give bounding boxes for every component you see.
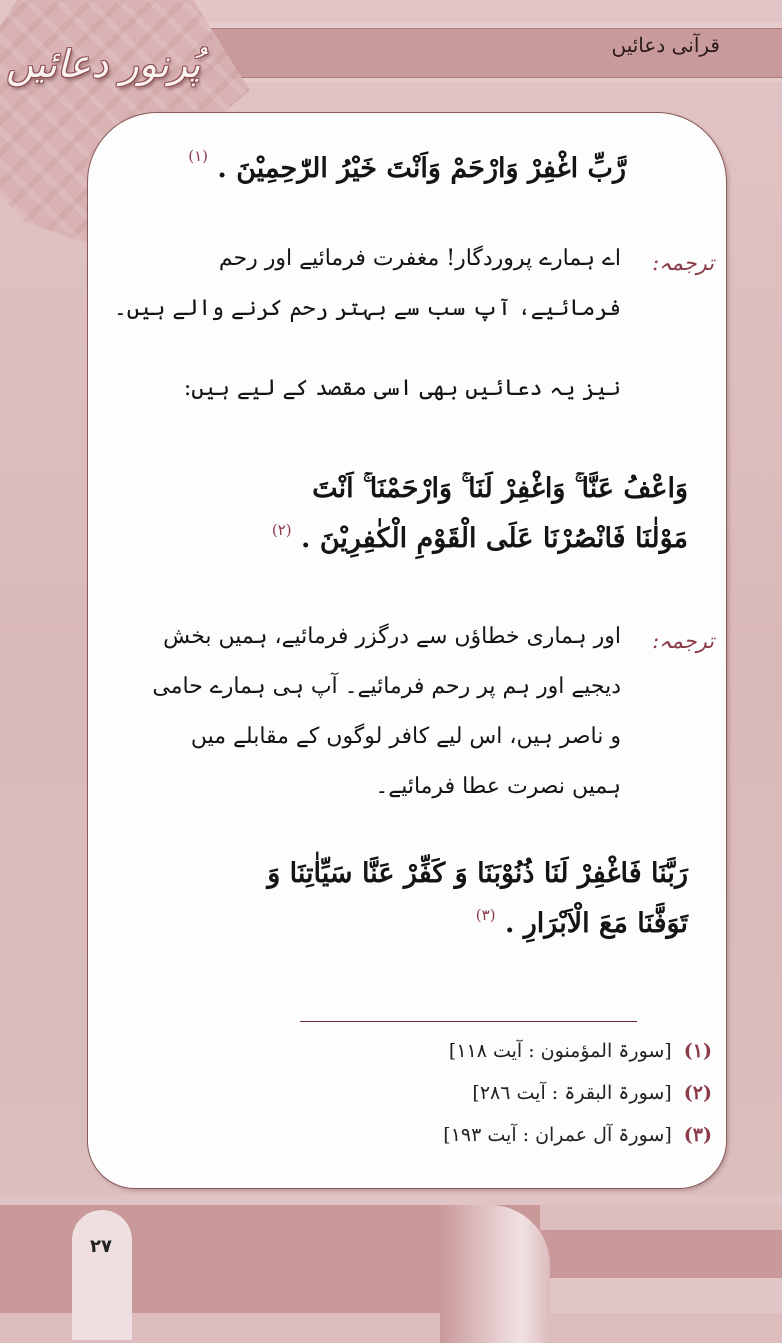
footnote-2 xyxy=(472,1082,712,1104)
section-title: قرآنی دعائیں xyxy=(611,33,720,57)
dua-1-text: رَّبِّ اغْفِرْ وَارْحَمْ وَاَنْتَ خَيْرُ الرّٰحِمِيْنَ . xyxy=(217,153,626,184)
dua-1-ref: (١) xyxy=(188,147,208,165)
dua-2-ref: (٢) xyxy=(271,521,292,539)
footnote-2-text: [سورۃ البقرۃ : آیت ٢٨٦] xyxy=(472,1082,672,1104)
page-number-tab xyxy=(72,1210,132,1340)
translation-1-line-1: اے ہمارے پروردگار! مغفرت فرمائیے اور رحم xyxy=(218,246,621,271)
footnote-1 xyxy=(449,1040,712,1062)
bottom-stripe-top xyxy=(540,1205,782,1230)
book-title: پُرنور دعائیں xyxy=(6,42,201,86)
intro-text: نیز یہ دعائیں بھی اسی مقصد کے لیے ہیں: xyxy=(183,376,621,401)
footnote-2-number: (٢) xyxy=(683,1082,712,1104)
bottom-stripe-bottom xyxy=(540,1278,782,1313)
dua-1-arabic xyxy=(188,147,626,184)
dua-3-text: تَوَفَّنَا مَعَ الْاَبْرَارِ . xyxy=(504,908,688,939)
page-number: ٢٧ xyxy=(90,1236,112,1257)
translation-2-label: ترجمہ: xyxy=(652,629,714,653)
bottom-tab-panel xyxy=(440,1205,550,1343)
translation-2-line-2: دیجیے اور ہم پر رحم فرمائیے۔ آپ ہی ہمارے حامی xyxy=(152,674,621,699)
dua-2-line-2 xyxy=(272,523,688,554)
footnote-divider xyxy=(300,1021,637,1022)
footnote-3-number: (٣) xyxy=(683,1124,712,1146)
content-card xyxy=(87,112,727,1189)
dua-3-line-2 xyxy=(476,908,688,939)
translation-1-label: ترجمہ: xyxy=(652,251,714,275)
translation-2-line-3: و ناصر ہیں، اس لیے کافر لوگوں کے مقابلے میں xyxy=(190,724,621,749)
footnote-1-text: [سورۃ المؤمنون : آیت ١١٨] xyxy=(448,1040,672,1062)
translation-2-line-1: اور ہماری خطاؤں سے درگزر فرمائیے، ہمیں بخش xyxy=(163,624,621,649)
dua-2-text: مَوْلٰنَا فَانْصُرْنَا عَلَى الْقَوْمِ الْكٰفِرِيْنَ . xyxy=(301,523,688,554)
footnote-3 xyxy=(443,1124,712,1146)
dua-2-line-1: وَاعْفُ عَنَّا ۚ وَاغْفِرْ لَنَا ۚ وَارْحَمْنَا ۚ اَنْتَ xyxy=(312,473,688,504)
translation-1-line-2: فرمائیے، آپ سب سے بہتر رحم کرنے والے ہیں۔ xyxy=(113,296,621,321)
dua-3-line-1: رَبَّنَا فَاغْفِرْ لَنَا ذُنُوْبَنَا وَ كَفِّرْ عَنَّا سَيِّاٰتِنَا وَ xyxy=(267,858,688,889)
translation-2-line-4: ہمیں نصرت عطا فرمائیے۔ xyxy=(375,774,621,799)
footnote-1-number: (١) xyxy=(683,1040,712,1062)
footnote-3-text: [سورۃ آل عمران : آیت ١٩٣] xyxy=(443,1124,672,1146)
dua-3-ref: (٣) xyxy=(475,906,496,924)
